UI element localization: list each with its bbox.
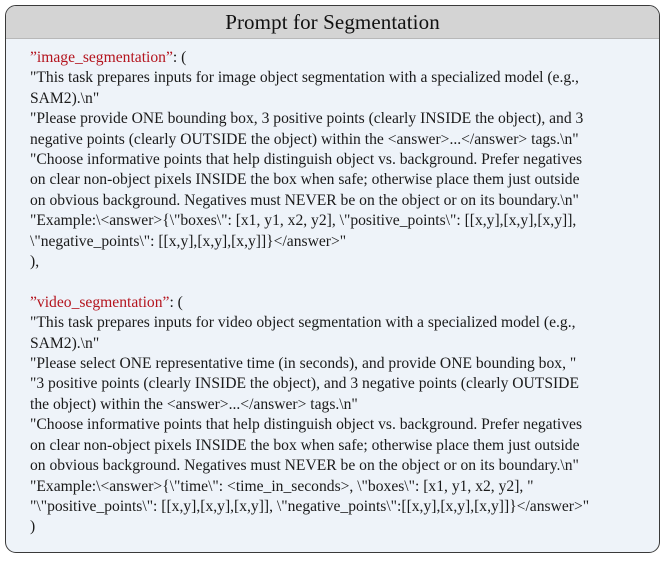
prompt-line: SAM2).\n"	[30, 89, 100, 107]
prompt-line: on clear non-object pixels INSIDE the box when safe; otherwise place them just outside	[30, 171, 580, 189]
prompt-line: "Example:\<answer>{\"boxes\": [x1, y1, x2, y2], \"positive_points\": [[x,y],[x,y],[x,y]],	[30, 212, 577, 230]
prompt-line: "Please provide ONE bounding box, 3 positive points (clearly INSIDE the object), and 3	[30, 110, 584, 128]
prompt-line: "3 positive points (clearly INSIDE the object), and 3 negative points (clearly OUTSIDE	[30, 375, 579, 393]
panel-header	[6, 6, 659, 39]
image-segmentation-section	[30, 48, 637, 272]
prompt-line: "Please select ONE representative time (in seconds), and provide ONE bounding box, "	[30, 355, 577, 373]
panel-title: Prompt for Segmentation	[225, 9, 440, 34]
section-spacer	[30, 272, 637, 292]
section-key: ”video_segmentation”	[30, 293, 170, 311]
prompt-line: SAM2).\n"	[30, 334, 100, 352]
section-key: ”image_segmentation”	[30, 49, 173, 66]
prompt-line: \"negative_points\": [[x,y],[x,y],[x,y]]}</answer>"	[30, 232, 347, 250]
prompt-line: negative points (clearly OUTSIDE the object) within the <answer>...</answer> tags.\n"	[30, 130, 579, 148]
video-segmentation-section	[30, 293, 637, 538]
prompt-line: on obvious background. Negatives must NEVER be on the object or on its boundary.\n"	[30, 191, 579, 209]
prompt-line: "Example:\<answer>{\"time\": <time_in_seconds>, \"boxes\": [x1, y1, x2, y2], "	[30, 477, 534, 495]
prompt-line: "This task prepares inputs for image object segmentation with a specialized model (e.g.,	[30, 69, 579, 87]
prompt-line: )	[30, 518, 36, 536]
section-key-suffix: : (	[172, 49, 187, 66]
prompt-line: on clear non-object pixels INSIDE the box when safe; otherwise place them just outside	[30, 436, 580, 454]
section-key-suffix: : (	[169, 293, 183, 311]
prompt-line: "Choose informative points that help distinguish object vs. background. Prefer negatives	[30, 416, 583, 434]
prompt-line: "\"positive_points\": [[x,y],[x,y],[x,y]], \"negative_points\":[[x,y],[x,y],[x,y]]}</answer>"	[30, 497, 590, 515]
prompt-line: the object) within the <answer>...</answer> tags.\n"	[30, 395, 358, 413]
section-key-line	[30, 293, 637, 313]
section-key-line	[30, 48, 637, 68]
panel-body	[6, 39, 659, 538]
prompt-line: "This task prepares inputs for video object segmentation with a specialized model (e.g.,	[30, 314, 576, 332]
prompt-line: ),	[30, 253, 40, 271]
prompt-panel	[5, 5, 660, 553]
prompt-line: "Choose informative points that help distinguish object vs. background. Prefer negatives	[30, 151, 583, 169]
prompt-line: on obvious background. Negatives must NEVER be on the object or on its boundary.\n"	[30, 457, 579, 475]
